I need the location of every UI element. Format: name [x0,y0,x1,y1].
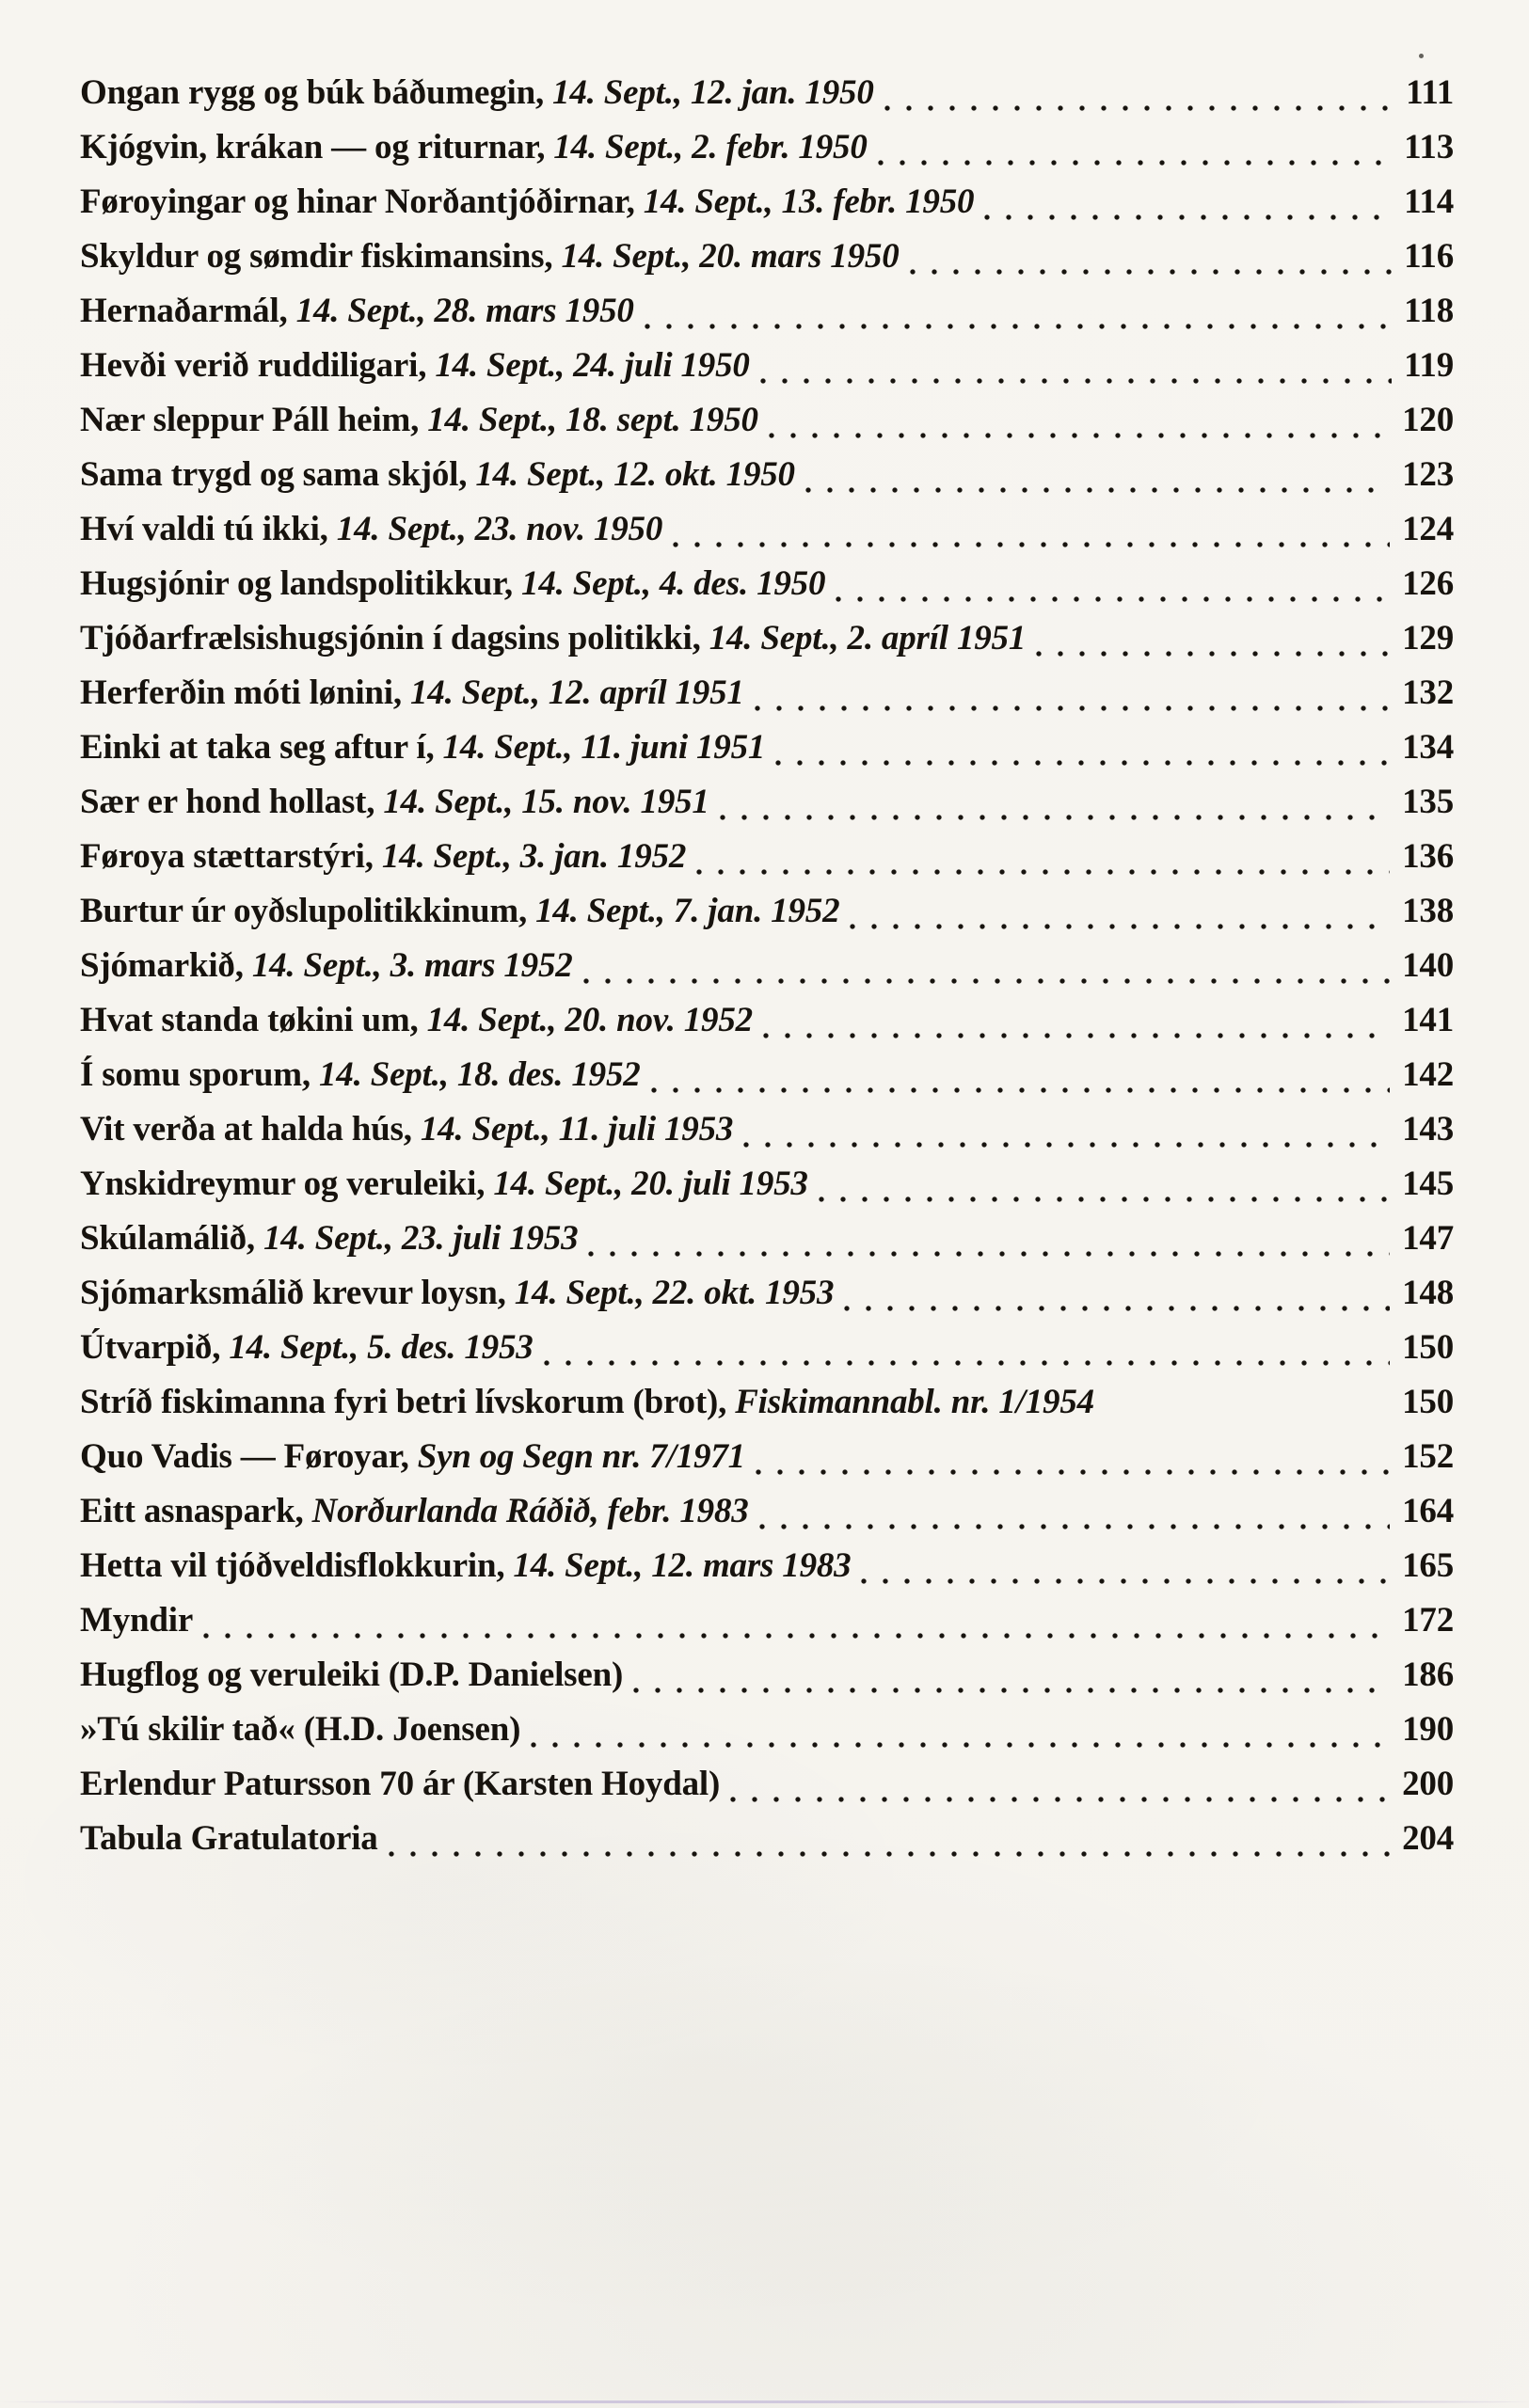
toc-entry-citation: 14. Sept., 18. des. 1952 [319,1055,641,1094]
toc-entry-title [80,1048,641,1102]
dot-leader [982,175,1392,230]
toc-entry-citation: 14. Sept., 22. okt. 1953 [514,1274,835,1312]
toc-entry-title [80,393,758,448]
toc-entry-title-text: Í somu sporum, [80,1055,319,1094]
toc-entry-title-text: Stríð fiskimanna fyri betri lívskorum (brot), [80,1383,736,1421]
dot-leader [753,666,1390,721]
toc-entry-title-text: Hevði verið ruddiligari, [80,346,436,385]
toc-entry-title-text: Sama trygd og sama skjól, [80,455,476,494]
toc-entry-page: 200 [1402,1765,1454,1803]
toc-entry-title [80,120,868,175]
toc-entry [80,1812,1454,1866]
toc-entry-title-text: Myndir [80,1601,194,1640]
toc-entry-title [80,666,744,721]
dot-leader [586,1212,1390,1266]
toc-entry-citation: 14. Sept., 13. febr. 1950 [643,182,975,221]
toc-entry-title-text: Burtur úr oyðslupolitikkinum, [80,892,536,930]
toc-entry-title-text: Sjómarkið, [80,946,252,985]
toc-entry [80,1593,1454,1648]
toc-entry-page: 164 [1402,1492,1454,1530]
toc-entry-page: 120 [1402,401,1454,439]
toc-entry-page: 152 [1402,1437,1454,1476]
dot-leader [728,1757,1390,1812]
toc-entry [80,1648,1454,1703]
toc-entry-page: 147 [1402,1219,1454,1258]
toc-entry-title-text: Sær er hond hollast, [80,783,384,821]
toc-entry-title [80,1484,749,1539]
toc-entry-title [80,830,686,884]
toc-entry-title [80,1102,733,1157]
dot-leader [876,120,1393,175]
toc-entry-title [80,66,874,120]
toc-entry [80,448,1454,502]
toc-entry [80,66,1454,120]
dot-leader [1034,611,1390,666]
dot-leader [754,1430,1390,1484]
toc-entry-title-text: Hetta vil tjóðveldisflokkurin, [80,1546,514,1585]
toc-entry-citation: 14. Sept., 24. juli 1950 [435,346,750,385]
toc-list [80,66,1454,1866]
toc-entry-title-text: Hugsjónir og landspolitikkur, [80,564,522,603]
toc-entry-title-text: Einki at taka seg aftur í, [80,728,443,767]
toc-entry [80,1321,1454,1375]
toc-entry-page: 126 [1402,564,1454,603]
dot-leader [649,1048,1391,1102]
toc-entry [80,1430,1454,1484]
toc-entry-title [80,1757,720,1812]
toc-entry [80,1484,1454,1539]
toc-entry [80,120,1454,175]
toc-entry-title [80,230,900,284]
toc-entry-title [80,1812,378,1866]
toc-entry-page: 116 [1404,237,1454,276]
toc-entry-page: 135 [1402,783,1454,821]
toc-entry [80,1703,1454,1757]
toc-entry-page: 124 [1402,510,1454,548]
dot-leader [767,393,1390,448]
toc-entry-citation: 14. Sept., 4. des. 1950 [521,564,826,603]
dot-leader [671,502,1390,557]
toc-entry-page: 142 [1402,1055,1454,1094]
toc-entry [80,884,1454,939]
dot-leader [529,1703,1390,1757]
toc-entry-page: 148 [1402,1274,1454,1312]
toc-entry-citation: 14. Sept., 20. nov. 1952 [426,1001,753,1039]
toc-entry-title-text: Vit verða at halda hús, [80,1110,421,1149]
toc-entry-citation: 14. Sept., 11. juni 1951 [442,728,766,767]
toc-entry-citation: 14. Sept., 18. sept. 1950 [427,401,758,439]
toc-entry-citation: 14. Sept., 3. jan. 1952 [381,837,687,876]
toc-entry [80,721,1454,775]
toc-entry-citation: 14. Sept., 2. febr. 1950 [553,128,868,166]
toc-entry [80,1266,1454,1321]
toc-entry-page: 123 [1402,455,1454,494]
toc-entry-citation: 14. Sept., 12. mars 1983 [513,1546,852,1585]
dot-leader [757,1484,1391,1539]
toc-entry-title-text: Føroyingar og hinar Norðantjóðirnar, [80,182,644,221]
toc-entry-title-text: Skyldur og sømdir fiskimansins, [80,237,562,276]
toc-entry-citation: 14. Sept., 3. mars 1952 [251,946,573,985]
toc-entry-title [80,993,753,1048]
toc-entry-title [80,175,974,230]
toc-entry-page: 129 [1402,619,1454,657]
toc-entry-citation: 14. Sept., 23. juli 1953 [263,1219,579,1258]
toc-entry-citation: 14. Sept., 23. nov. 1950 [336,510,663,548]
toc-entry-title-text: Hugflog og veruleiki (D.P. Danielsen) [80,1656,624,1694]
dot-leader [741,1102,1390,1157]
toc-entry-page: 172 [1402,1601,1454,1640]
toc-entry [80,502,1454,557]
dot-leader [718,775,1390,830]
toc-entry-page: 114 [1404,182,1454,221]
scan-speck [1419,54,1424,58]
toc-entry-page: 141 [1402,1001,1454,1039]
toc-entry-citation: Norðurlanda Ráðið, febr. 1983 [311,1492,749,1530]
toc-entry-citation: 14. Sept., 20. juli 1953 [493,1164,808,1203]
toc-entry-title [80,1430,745,1484]
dot-leader [758,339,1392,393]
dot-leader [883,66,1394,120]
toc-entry-page: 204 [1402,1819,1454,1858]
toc-entry-title-text: Skúlamálið, [80,1219,263,1258]
toc-entry-title-text: Tabula Gratulatoria [80,1819,378,1858]
toc-entry-title-text: Føroya stættarstýri, [80,837,382,876]
toc-entry-page: 186 [1402,1656,1454,1694]
toc-entry [80,1212,1454,1266]
toc-entry-citation: Fiskimannabl. nr. 1/1954 [735,1383,1094,1421]
toc-entry-title [80,339,750,393]
toc-entry [80,284,1454,339]
toc-entry-title-text: Ynskidreymur og veruleiki, [80,1164,494,1203]
toc-entry-citation: 14. Sept., 12. jan. 1950 [552,73,874,112]
toc-entry-title [80,1375,1094,1430]
toc-entry [80,1539,1454,1593]
toc-entry [80,1375,1454,1430]
toc-entry [80,1757,1454,1812]
scan-artifact-line [0,2400,1529,2403]
toc-entry-page: 145 [1402,1164,1454,1203]
toc-entry [80,775,1454,830]
toc-entry-title [80,1212,578,1266]
toc-entry [80,830,1454,884]
dot-leader [848,884,1390,939]
toc-entry-citation: 14. Sept., 11. juli 1953 [420,1110,734,1149]
toc-entry-title [80,1266,834,1321]
toc-entry [80,175,1454,230]
dot-leader [542,1321,1391,1375]
toc-entry-title [80,502,662,557]
toc-entry-citation: 14. Sept., 2. apríl 1951 [709,619,1027,657]
toc-entry [80,666,1454,721]
dot-leader [761,993,1390,1048]
dot-leader [773,721,1390,775]
toc-entry-title-text: Eitt asnaspark, [80,1492,312,1530]
dot-leader [908,230,1393,284]
toc-entry-title [80,1593,193,1648]
toc-entry-title-text: Útvarpið, [80,1328,230,1367]
dot-leader [817,1157,1390,1212]
toc-entry [80,611,1454,666]
toc-entry [80,1048,1454,1102]
dot-leader [859,1539,1390,1593]
toc-entry-page: 119 [1404,346,1454,385]
toc-entry-title [80,557,825,611]
toc-entry-title [80,1648,623,1703]
toc-entry-title [80,1539,851,1593]
toc-entry-page: 165 [1402,1546,1454,1585]
toc-entry-title-text: Hví valdi tú ikki, [80,510,337,548]
toc-entry-title-text: Tjóðarfrælsishugsjónin í dagsins politikki, [80,619,709,657]
toc-entry [80,230,1454,284]
dot-leader [694,830,1390,884]
toc-entry-title [80,448,795,502]
toc-entry [80,1157,1454,1212]
toc-entry-page: 143 [1402,1110,1454,1149]
toc-entry-page: 140 [1402,946,1454,985]
dot-leader [631,1648,1390,1703]
toc-entry [80,557,1454,611]
toc-entry-title [80,775,709,830]
toc-entry-title-text: »Tú skilir tað« (H.D. Joensen) [80,1710,521,1749]
toc-entry-citation: 14. Sept., 7. jan. 1952 [535,892,840,930]
toc-entry-title [80,939,573,993]
toc-entry-page: 136 [1402,837,1454,876]
toc-entry-page: 150 [1402,1328,1454,1367]
toc-entry [80,993,1454,1048]
toc-entry-title-text: Sjómarksmálið krevur loysn, [80,1274,515,1312]
toc-entry-title-text: Hvat standa tøkini um, [80,1001,427,1039]
toc-entry-citation: 14. Sept., 28. mars 1950 [295,292,634,330]
toc-entry-title-text: Ongan rygg og búk báðumegin, [80,73,553,112]
dot-leader [201,1593,1390,1648]
toc-entry-citation: 14. Sept., 5. des. 1953 [229,1328,534,1367]
toc-entry-title-text: Kjógvin, krákan — og riturnar, [80,128,554,166]
toc-entry-page: 190 [1402,1710,1454,1749]
toc-entry-title [80,884,839,939]
toc-entry-title [80,1703,520,1757]
toc-entry-title [80,1157,808,1212]
toc-entry-citation: 14. Sept., 12. apríl 1951 [409,673,744,712]
toc-entry-title [80,284,634,339]
dot-leader [842,1266,1390,1321]
toc-entry-page: 138 [1402,892,1454,930]
toc-entry-title-text: Erlendur Patursson 70 ár (Karsten Hoydal) [80,1765,721,1803]
toc-entry-title-text: Hernaðarmál, [80,292,296,330]
dot-leader [834,557,1390,611]
dot-leader [1103,1375,1390,1430]
toc-entry-title [80,1321,534,1375]
toc-entry-citation: 14. Sept., 12. okt. 1950 [475,455,795,494]
toc-entry-title-text: Quo Vadis — Føroyar, [80,1437,418,1476]
dot-leader [804,448,1390,502]
toc-entry-citation: 14. Sept., 15. nov. 1951 [383,783,709,821]
toc-entry-title [80,611,1026,666]
toc-entry-citation: Syn og Segn nr. 7/1971 [417,1437,745,1476]
dot-leader [643,284,1392,339]
dot-leader [581,939,1391,993]
dot-leader [387,1812,1391,1866]
toc-entry-citation: 14. Sept., 20. mars 1950 [561,237,900,276]
toc-entry-page: 111 [1406,73,1454,112]
toc-entry-page: 132 [1402,673,1454,712]
toc-entry-page: 113 [1404,128,1454,166]
toc-entry [80,393,1454,448]
toc-entry [80,1102,1454,1157]
toc-entry-page: 134 [1402,728,1454,767]
toc-entry-title-text: Nær sleppur Páll heim, [80,401,428,439]
toc-entry [80,939,1454,993]
toc-entry-title [80,721,765,775]
toc-entry-page: 118 [1404,292,1454,330]
toc-entry-title-text: Herferðin móti lønini, [80,673,410,712]
toc-entry [80,339,1454,393]
toc-entry-page: 150 [1402,1383,1454,1421]
